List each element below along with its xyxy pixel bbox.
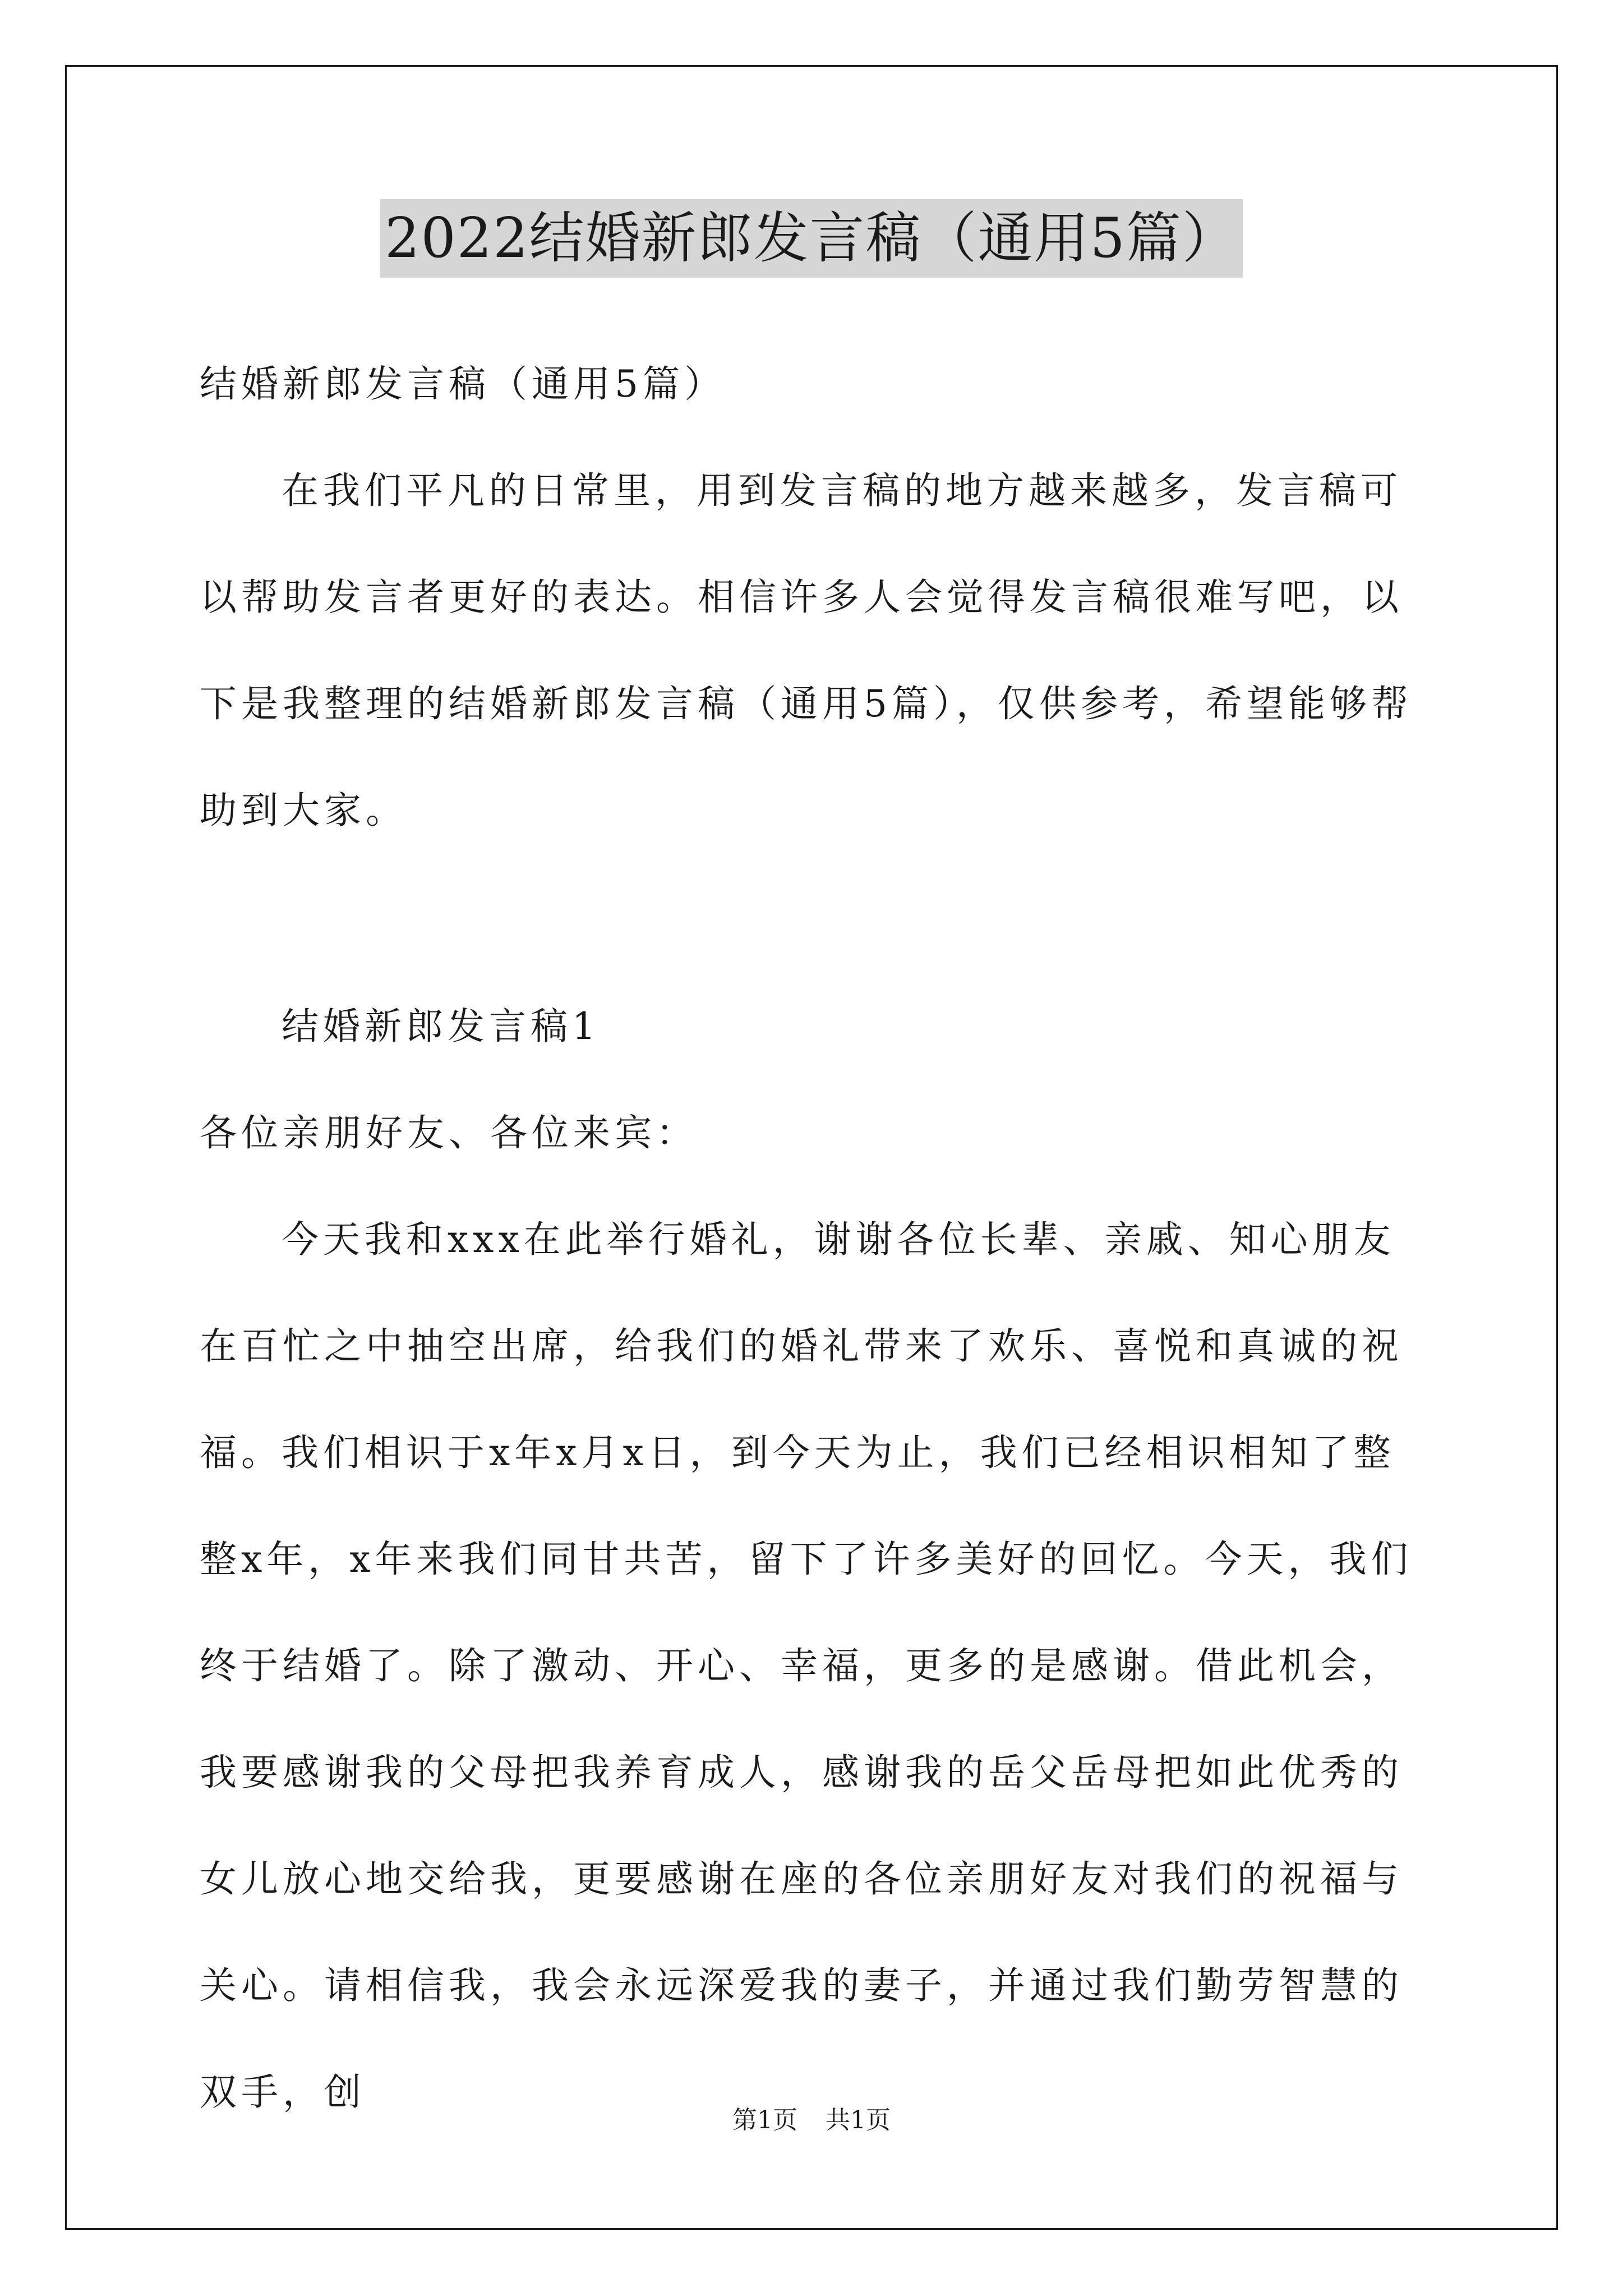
- body-paragraph-2: 我们相识于x年x月x日，到今天为止，我们已经相识相知了整整x年，x年来我们同甘共苦，留下了许多美好的回忆。今天，我们终于结婚了。除了激动、开心、幸福，更多的是感谢。借此机会，我要感谢我的父母把我养育成人，感谢我的岳父岳母把如此优秀的女儿放心地交给我，更要感谢在座的各位亲朋好友对我们的祝福与关心。请相信我，我会永远深爱我的妻子，并通过我们勤劳智慧的双手，创: [200, 1431, 1413, 2114]
- document-title: 2022结婚新郎发言稿（通用5篇）: [380, 199, 1243, 278]
- page-footer: [0, 2104, 1623, 2137]
- intro-paragraph: 在我们平凡的日常里，用到发言稿的地方越来越多，发言稿可以帮助发言者更好的表达。相信许多人会觉得发言稿很难写吧，以下是我整理的结婚新郎发言稿（通用5篇），仅供参考，希望能够帮助到大家。: [200, 469, 1413, 832]
- body-paragraph-1: 今天我和xxx在此举行婚礼，谢谢各位长辈、亲戚、知心朋友在百忙之中抽空出席，给我们的婚礼带来了欢乐、喜悦和真诚的祝福。: [200, 1218, 1403, 1474]
- page-number-current: 第1页: [732, 2106, 797, 2134]
- title-container: [0, 199, 1623, 278]
- document-subtitle: 结婚新郎发言稿（通用5篇）: [200, 362, 726, 406]
- salutation: 各位亲朋好友、各位来宾：: [200, 1111, 698, 1154]
- page-number-total: 共1页: [826, 2106, 891, 2134]
- section-heading: 结婚新郎发言稿1: [282, 1005, 600, 1048]
